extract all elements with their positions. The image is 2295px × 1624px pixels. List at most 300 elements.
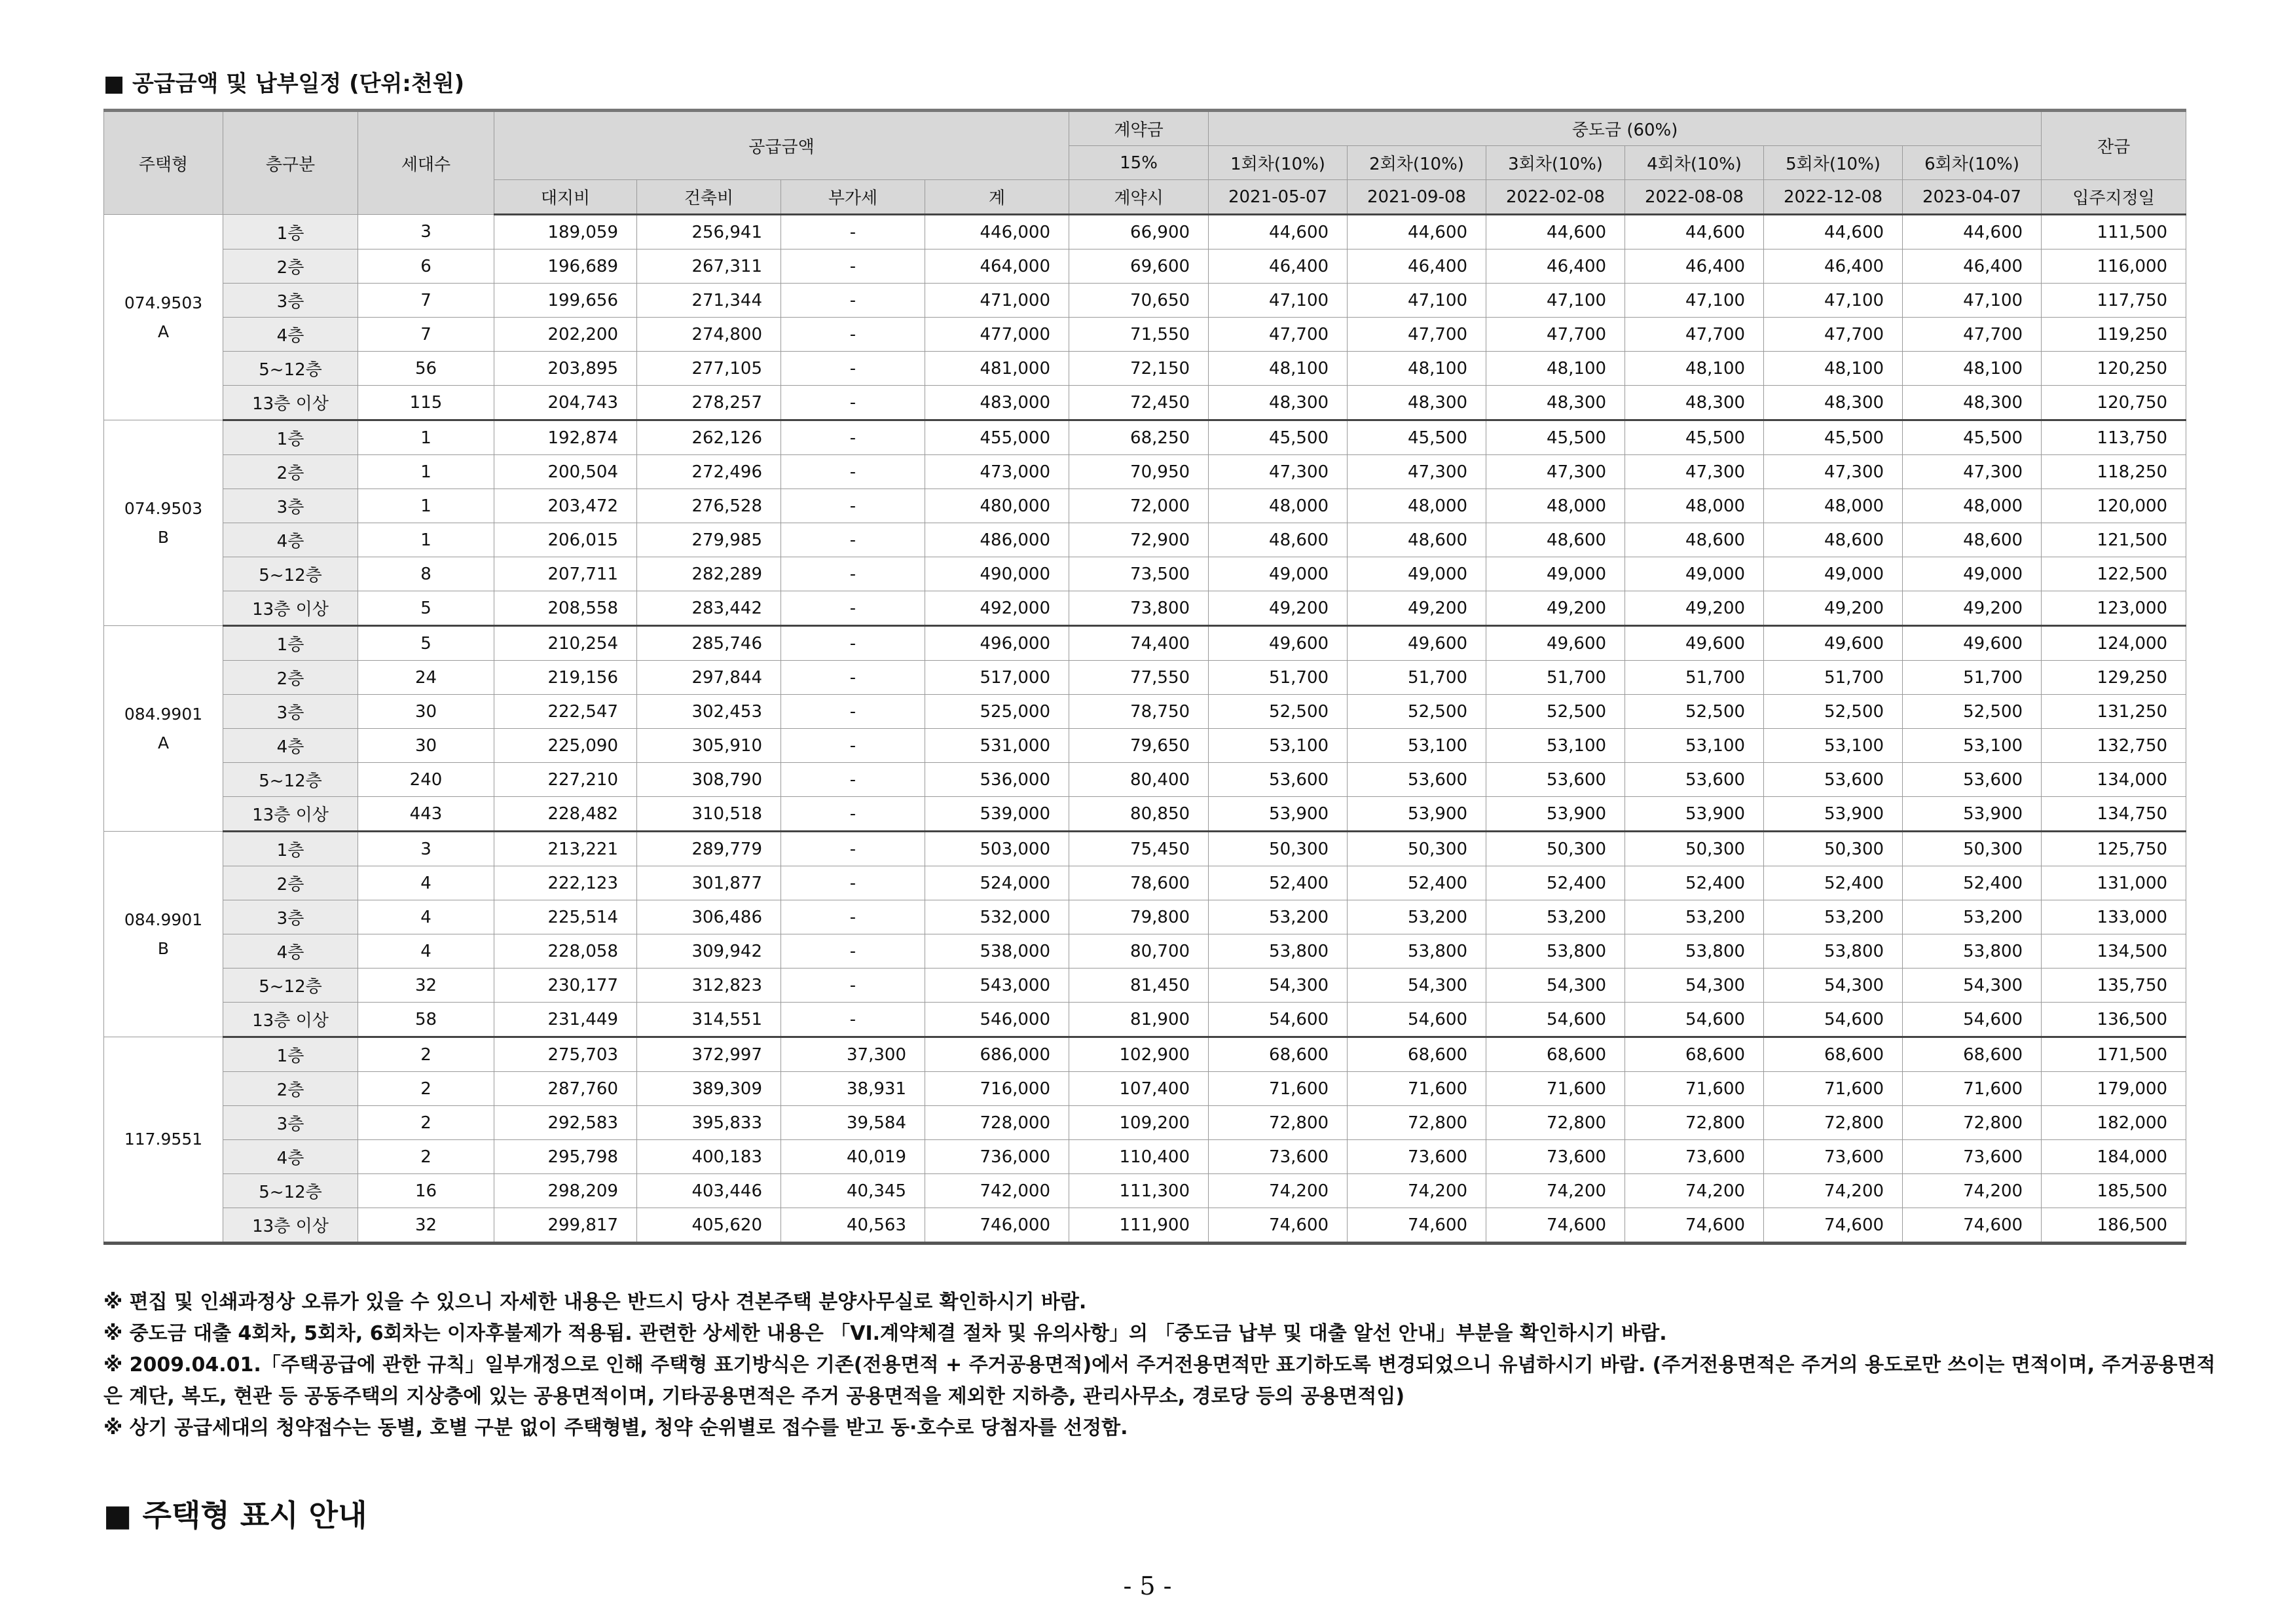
floor-cell: 13층 이상 [223, 386, 358, 420]
households-cell: 2 [358, 1037, 494, 1072]
amount-cell: 77,550 [1069, 661, 1209, 695]
amount-cell: 66,900 [1069, 215, 1209, 249]
amount-cell: 50,300 [1625, 832, 1764, 866]
floor-cell: 2층 [223, 249, 358, 284]
floor-cell: 1층 [223, 626, 358, 661]
amount-cell: 203,472 [494, 489, 637, 523]
amount-cell: 40,563 [781, 1208, 925, 1244]
households-cell: 3 [358, 215, 494, 249]
amount-cell: 50,300 [1764, 832, 1903, 866]
vat-cell: - [781, 866, 925, 900]
table-row [104, 420, 2186, 455]
amount-cell: 47,300 [1625, 455, 1764, 489]
amount-cell: 49,600 [1486, 626, 1625, 661]
amount-cell: 524,000 [925, 866, 1069, 900]
header-supply: 공급금액 [494, 111, 1069, 180]
floor-cell: 13층 이상 [223, 1003, 358, 1037]
house-type-line: 074.9503 [124, 293, 203, 312]
households-cell: 2 [358, 1106, 494, 1140]
amount-cell: 53,100 [1903, 729, 2042, 763]
amount-cell: 74,200 [1625, 1174, 1764, 1208]
header-floor: 층구분 [223, 111, 358, 215]
floor-cell: 4층 [223, 1140, 358, 1174]
amount-cell: 736,000 [925, 1140, 1069, 1174]
amount-cell: 53,800 [1764, 934, 1903, 969]
header-installment-label: 4회차(10%) [1625, 146, 1764, 180]
amount-cell: 192,874 [494, 420, 637, 455]
amount-cell: 525,000 [925, 695, 1069, 729]
amount-cell: 70,650 [1069, 284, 1209, 318]
table-row [104, 352, 2186, 386]
section-title: ■ 공급금액 및 납부일정 (단위:천원) [103, 71, 465, 97]
amount-cell: 49,200 [1764, 591, 1903, 626]
amount-cell: 48,300 [1486, 386, 1625, 420]
house-type-line: 117.9551 [124, 1130, 203, 1149]
amount-cell: 74,400 [1069, 626, 1209, 661]
households-cell: 32 [358, 1208, 494, 1244]
amount-cell: 81,450 [1069, 969, 1209, 1003]
amount-cell: 73,500 [1069, 557, 1209, 591]
house-type-line: A [157, 322, 170, 341]
header-land-cost: 대지비 [494, 180, 637, 215]
amount-cell: 70,950 [1069, 455, 1209, 489]
amount-cell: 47,100 [1625, 284, 1764, 318]
amount-cell: 71,600 [1348, 1072, 1486, 1106]
amount-cell: 277,105 [637, 352, 781, 386]
table-row [104, 523, 2186, 557]
amount-cell: 80,850 [1069, 797, 1209, 832]
amount-cell: 464,000 [925, 249, 1069, 284]
amount-cell: 80,700 [1069, 934, 1209, 969]
amount-cell: 517,000 [925, 661, 1069, 695]
header-installment-label: 1회차(10%) [1209, 146, 1348, 180]
amount-cell: 492,000 [925, 591, 1069, 626]
page-number: - 5 - [1123, 1572, 1172, 1600]
amount-cell: 746,000 [925, 1208, 1069, 1244]
table-row [104, 591, 2186, 626]
amount-cell: 46,400 [1903, 249, 2042, 284]
amount-cell: 185,500 [2042, 1174, 2186, 1208]
amount-cell: 72,800 [1209, 1106, 1348, 1140]
amount-cell: 120,250 [2042, 352, 2186, 386]
amount-cell: 53,800 [1625, 934, 1764, 969]
households-cell: 1 [358, 420, 494, 455]
amount-cell: 536,000 [925, 763, 1069, 797]
amount-cell: 228,058 [494, 934, 637, 969]
floor-cell: 5~12층 [223, 1174, 358, 1208]
amount-cell: 131,000 [2042, 866, 2186, 900]
amount-cell: 299,817 [494, 1208, 637, 1244]
header-installment-label: 2회차(10%) [1348, 146, 1486, 180]
floor-cell: 3층 [223, 695, 358, 729]
amount-cell: 49,600 [1209, 626, 1348, 661]
table-row [104, 832, 2186, 866]
amount-cell: 179,000 [2042, 1072, 2186, 1106]
amount-cell: 274,800 [637, 318, 781, 352]
households-cell: 4 [358, 934, 494, 969]
amount-cell: 124,000 [2042, 626, 2186, 661]
header-installment-date: 2022-02-08 [1486, 180, 1625, 215]
amount-cell: 48,000 [1348, 489, 1486, 523]
households-cell: 1 [358, 455, 494, 489]
amount-cell: 49,600 [1903, 626, 2042, 661]
amount-cell: 71,600 [1625, 1072, 1764, 1106]
amount-cell: 74,200 [1209, 1174, 1348, 1208]
amount-cell: 481,000 [925, 352, 1069, 386]
amount-cell: 203,895 [494, 352, 637, 386]
table-row [104, 969, 2186, 1003]
amount-cell: 53,200 [1903, 900, 2042, 934]
header-deposit-rate: 15% [1069, 146, 1209, 180]
floor-cell: 2층 [223, 1072, 358, 1106]
amount-cell: 48,100 [1209, 352, 1348, 386]
amount-cell: 51,700 [1348, 661, 1486, 695]
amount-cell: 49,000 [1486, 557, 1625, 591]
amount-cell: 47,700 [1903, 318, 2042, 352]
amount-cell: 74,600 [1625, 1208, 1764, 1244]
amount-cell: 52,400 [1903, 866, 2042, 900]
amount-cell: 52,500 [1625, 695, 1764, 729]
amount-cell: 68,600 [1209, 1037, 1348, 1072]
table-row [104, 763, 2186, 797]
amount-cell: 206,015 [494, 523, 637, 557]
amount-cell: 295,798 [494, 1140, 637, 1174]
amount-cell: 53,100 [1625, 729, 1764, 763]
amount-cell: 47,100 [1486, 284, 1625, 318]
amount-cell: 262,126 [637, 420, 781, 455]
amount-cell: 49,000 [1764, 557, 1903, 591]
amount-cell: 54,600 [1209, 1003, 1348, 1037]
table-row [104, 900, 2186, 934]
households-cell: 2 [358, 1140, 494, 1174]
amount-cell: 184,000 [2042, 1140, 2186, 1174]
households-cell: 4 [358, 866, 494, 900]
amount-cell: 267,311 [637, 249, 781, 284]
floor-cell: 1층 [223, 215, 358, 249]
vat-cell: - [781, 249, 925, 284]
amount-cell: 298,209 [494, 1174, 637, 1208]
amount-cell: 110,400 [1069, 1140, 1209, 1174]
amount-cell: 69,600 [1069, 249, 1209, 284]
vat-cell: - [781, 763, 925, 797]
amount-cell: 116,000 [2042, 249, 2186, 284]
amount-cell: 222,547 [494, 695, 637, 729]
amount-cell: 189,059 [494, 215, 637, 249]
amount-cell: 480,000 [925, 489, 1069, 523]
amount-cell: 297,844 [637, 661, 781, 695]
amount-cell: 102,900 [1069, 1037, 1209, 1072]
vat-cell: - [781, 969, 925, 1003]
amount-cell: 47,300 [1486, 455, 1625, 489]
amount-cell: 53,900 [1209, 797, 1348, 832]
households-cell: 240 [358, 763, 494, 797]
amount-cell: 134,000 [2042, 763, 2186, 797]
floor-cell: 13층 이상 [223, 1208, 358, 1244]
floor-cell: 2층 [223, 866, 358, 900]
amount-cell: 503,000 [925, 832, 1069, 866]
floor-cell: 5~12층 [223, 557, 358, 591]
amount-cell: 44,600 [1348, 215, 1486, 249]
amount-cell: 46,400 [1209, 249, 1348, 284]
amount-cell: 53,600 [1903, 763, 2042, 797]
households-cell: 30 [358, 695, 494, 729]
amount-cell: 50,300 [1348, 832, 1486, 866]
amount-cell: 51,700 [1209, 661, 1348, 695]
vat-cell: - [781, 557, 925, 591]
amount-cell: 45,500 [1209, 420, 1348, 455]
amount-cell: 207,711 [494, 557, 637, 591]
amount-cell: 213,221 [494, 832, 637, 866]
note-item: ※ 중도금 대출 4회차, 5회차, 6회차는 이자후불제가 적용됨. 관련한 상세한 내용은 「VI.계약체결 절차 및 유의사항」의 「중도금 납부 및 대출 알선 안내」부분을 확인하시기 바람. [103, 1322, 1667, 1345]
amount-cell: 48,300 [1209, 386, 1348, 420]
section-title-2: ■ 주택형 표시 안내 [103, 1498, 367, 1533]
amount-cell: 48,600 [1348, 523, 1486, 557]
header-balance: 잔금 [2042, 111, 2186, 180]
house-type-line: 084.9901 [124, 910, 203, 929]
amount-cell: 47,700 [1764, 318, 1903, 352]
amount-cell: 53,900 [1903, 797, 2042, 832]
table-row [104, 661, 2186, 695]
amount-cell: 53,600 [1486, 763, 1625, 797]
vat-cell: - [781, 900, 925, 934]
table-row [104, 1072, 2186, 1106]
header-installment-date: 2022-08-08 [1625, 180, 1764, 215]
amount-cell: 49,600 [1348, 626, 1486, 661]
amount-cell: 49,000 [1209, 557, 1348, 591]
amount-cell: 81,900 [1069, 1003, 1209, 1037]
amount-cell: 308,790 [637, 763, 781, 797]
vat-cell: - [781, 695, 925, 729]
amount-cell: 78,750 [1069, 695, 1209, 729]
amount-cell: 71,600 [1209, 1072, 1348, 1106]
amount-cell: 532,000 [925, 900, 1069, 934]
house-type-cell [104, 626, 223, 832]
amount-cell: 44,600 [1209, 215, 1348, 249]
amount-cell: 285,746 [637, 626, 781, 661]
amount-cell: 45,500 [1764, 420, 1903, 455]
amount-cell: 47,100 [1209, 284, 1348, 318]
amount-cell: 72,800 [1764, 1106, 1903, 1140]
header-installment-date: 2021-09-08 [1348, 180, 1486, 215]
amount-cell: 47,100 [1764, 284, 1903, 318]
amount-cell: 446,000 [925, 215, 1069, 249]
households-cell: 24 [358, 661, 494, 695]
amount-cell: 47,300 [1903, 455, 2042, 489]
table-row [104, 1208, 2186, 1244]
amount-cell: 49,200 [1486, 591, 1625, 626]
households-cell: 8 [358, 557, 494, 591]
amount-cell: 53,900 [1486, 797, 1625, 832]
floor-cell: 2층 [223, 661, 358, 695]
amount-cell: 48,000 [1764, 489, 1903, 523]
amount-cell: 54,600 [1348, 1003, 1486, 1037]
households-cell: 4 [358, 900, 494, 934]
vat-cell: - [781, 284, 925, 318]
floor-cell: 3층 [223, 284, 358, 318]
households-cell: 56 [358, 352, 494, 386]
amount-cell: 72,450 [1069, 386, 1209, 420]
table-body [104, 215, 2186, 1244]
amount-cell: 182,000 [2042, 1106, 2186, 1140]
amount-cell: 230,177 [494, 969, 637, 1003]
amount-cell: 49,600 [1764, 626, 1903, 661]
amount-cell: 53,900 [1348, 797, 1486, 832]
amount-cell: 54,600 [1625, 1003, 1764, 1037]
amount-cell: 79,800 [1069, 900, 1209, 934]
amount-cell: 74,600 [1209, 1208, 1348, 1244]
households-cell: 1 [358, 489, 494, 523]
amount-cell: 49,200 [1209, 591, 1348, 626]
amount-cell: 53,200 [1486, 900, 1625, 934]
amount-cell: 52,400 [1486, 866, 1625, 900]
amount-cell: 73,600 [1348, 1140, 1486, 1174]
amount-cell: 73,600 [1625, 1140, 1764, 1174]
amount-cell: 37,300 [781, 1037, 925, 1072]
note-item: ※ 편집 및 인쇄과정상 오류가 있을 수 있으니 자세한 내용은 반드시 당사 견본주택 분양사무실로 확인하시기 바람. [103, 1291, 1087, 1314]
table-header [104, 111, 2186, 215]
amount-cell: 52,500 [1486, 695, 1625, 729]
amount-cell: 271,344 [637, 284, 781, 318]
amount-cell: 68,600 [1486, 1037, 1625, 1072]
amount-cell: 71,600 [1486, 1072, 1625, 1106]
amount-cell: 305,910 [637, 729, 781, 763]
amount-cell: 51,700 [1486, 661, 1625, 695]
amount-cell: 129,250 [2042, 661, 2186, 695]
floor-cell: 4층 [223, 318, 358, 352]
amount-cell: 74,200 [1486, 1174, 1625, 1208]
amount-cell: 123,000 [2042, 591, 2186, 626]
amount-cell: 54,600 [1764, 1003, 1903, 1037]
vat-cell: - [781, 215, 925, 249]
amount-cell: 49,200 [1625, 591, 1764, 626]
amount-cell: 301,877 [637, 866, 781, 900]
amount-cell: 50,300 [1209, 832, 1348, 866]
header-installment-date: 2022-12-08 [1764, 180, 1903, 215]
amount-cell: 48,100 [1764, 352, 1903, 386]
floor-cell: 3층 [223, 900, 358, 934]
amount-cell: 283,442 [637, 591, 781, 626]
amount-cell: 73,600 [1486, 1140, 1625, 1174]
amount-cell: 73,600 [1209, 1140, 1348, 1174]
amount-cell: 50,300 [1903, 832, 2042, 866]
floor-cell: 4층 [223, 523, 358, 557]
amount-cell: 47,700 [1625, 318, 1764, 352]
amount-cell: 543,000 [925, 969, 1069, 1003]
table-row [104, 1106, 2186, 1140]
amount-cell: 54,300 [1903, 969, 2042, 1003]
amount-cell: 227,210 [494, 763, 637, 797]
amount-cell: 68,250 [1069, 420, 1209, 455]
vat-cell: - [781, 523, 925, 557]
amount-cell: 133,000 [2042, 900, 2186, 934]
amount-cell: 46,400 [1486, 249, 1625, 284]
amount-cell: 309,942 [637, 934, 781, 969]
amount-cell: 46,400 [1764, 249, 1903, 284]
amount-cell: 68,600 [1348, 1037, 1486, 1072]
table-row [104, 866, 2186, 900]
amount-cell: 72,150 [1069, 352, 1209, 386]
amount-cell: 225,514 [494, 900, 637, 934]
house-type-cell [104, 215, 223, 420]
amount-cell: 40,019 [781, 1140, 925, 1174]
header-installment-date: 2023-04-07 [1903, 180, 2042, 215]
amount-cell: 53,900 [1764, 797, 1903, 832]
vat-cell: - [781, 352, 925, 386]
amount-cell: 279,985 [637, 523, 781, 557]
vat-cell: - [781, 934, 925, 969]
amount-cell: 276,528 [637, 489, 781, 523]
amount-cell: 539,000 [925, 797, 1069, 832]
amount-cell: 473,000 [925, 455, 1069, 489]
amount-cell: 196,689 [494, 249, 637, 284]
amount-cell: 47,100 [1348, 284, 1486, 318]
amount-cell: 200,504 [494, 455, 637, 489]
table-row [104, 386, 2186, 420]
amount-cell: 538,000 [925, 934, 1069, 969]
amount-cell: 134,750 [2042, 797, 2186, 832]
amount-cell: 120,000 [2042, 489, 2186, 523]
amount-cell: 54,600 [1486, 1003, 1625, 1037]
amount-cell: 113,750 [2042, 420, 2186, 455]
amount-cell: 74,600 [1348, 1208, 1486, 1244]
table-row [104, 626, 2186, 661]
amount-cell: 68,600 [1625, 1037, 1764, 1072]
amount-cell: 51,700 [1903, 661, 2042, 695]
floor-cell: 4층 [223, 729, 358, 763]
amount-cell: 75,450 [1069, 832, 1209, 866]
amount-cell: 73,800 [1069, 591, 1209, 626]
amount-cell: 38,931 [781, 1072, 925, 1106]
vat-cell: - [781, 1003, 925, 1037]
supply-schedule-table-wrap [103, 109, 2186, 1245]
amount-cell: 53,800 [1209, 934, 1348, 969]
amount-cell: 53,100 [1486, 729, 1625, 763]
amount-cell: 74,200 [1348, 1174, 1486, 1208]
amount-cell: 53,100 [1209, 729, 1348, 763]
amount-cell: 49,200 [1348, 591, 1486, 626]
amount-cell: 53,200 [1764, 900, 1903, 934]
households-cell: 30 [358, 729, 494, 763]
amount-cell: 48,000 [1486, 489, 1625, 523]
floor-cell: 1층 [223, 1037, 358, 1072]
amount-cell: 72,900 [1069, 523, 1209, 557]
floor-cell: 13층 이상 [223, 591, 358, 626]
amount-cell: 47,300 [1209, 455, 1348, 489]
households-cell: 3 [358, 832, 494, 866]
amount-cell: 134,500 [2042, 934, 2186, 969]
amount-cell: 289,779 [637, 832, 781, 866]
vat-cell: - [781, 489, 925, 523]
amount-cell: 54,300 [1486, 969, 1625, 1003]
amount-cell: 54,300 [1209, 969, 1348, 1003]
amount-cell: 49,600 [1625, 626, 1764, 661]
amount-cell: 282,289 [637, 557, 781, 591]
amount-cell: 47,700 [1348, 318, 1486, 352]
amount-cell: 46,400 [1348, 249, 1486, 284]
amount-cell: 54,300 [1348, 969, 1486, 1003]
amount-cell: 47,100 [1903, 284, 2042, 318]
amount-cell: 48,300 [1625, 386, 1764, 420]
amount-cell: 53,800 [1348, 934, 1486, 969]
supply-schedule-table [103, 109, 2186, 1245]
amount-cell: 107,400 [1069, 1072, 1209, 1106]
amount-cell: 48,000 [1903, 489, 2042, 523]
amount-cell: 44,600 [1903, 215, 2042, 249]
amount-cell: 47,700 [1486, 318, 1625, 352]
table-row [104, 729, 2186, 763]
vat-cell: - [781, 386, 925, 420]
header-middle: 중도금 (60%) [1209, 111, 2042, 146]
